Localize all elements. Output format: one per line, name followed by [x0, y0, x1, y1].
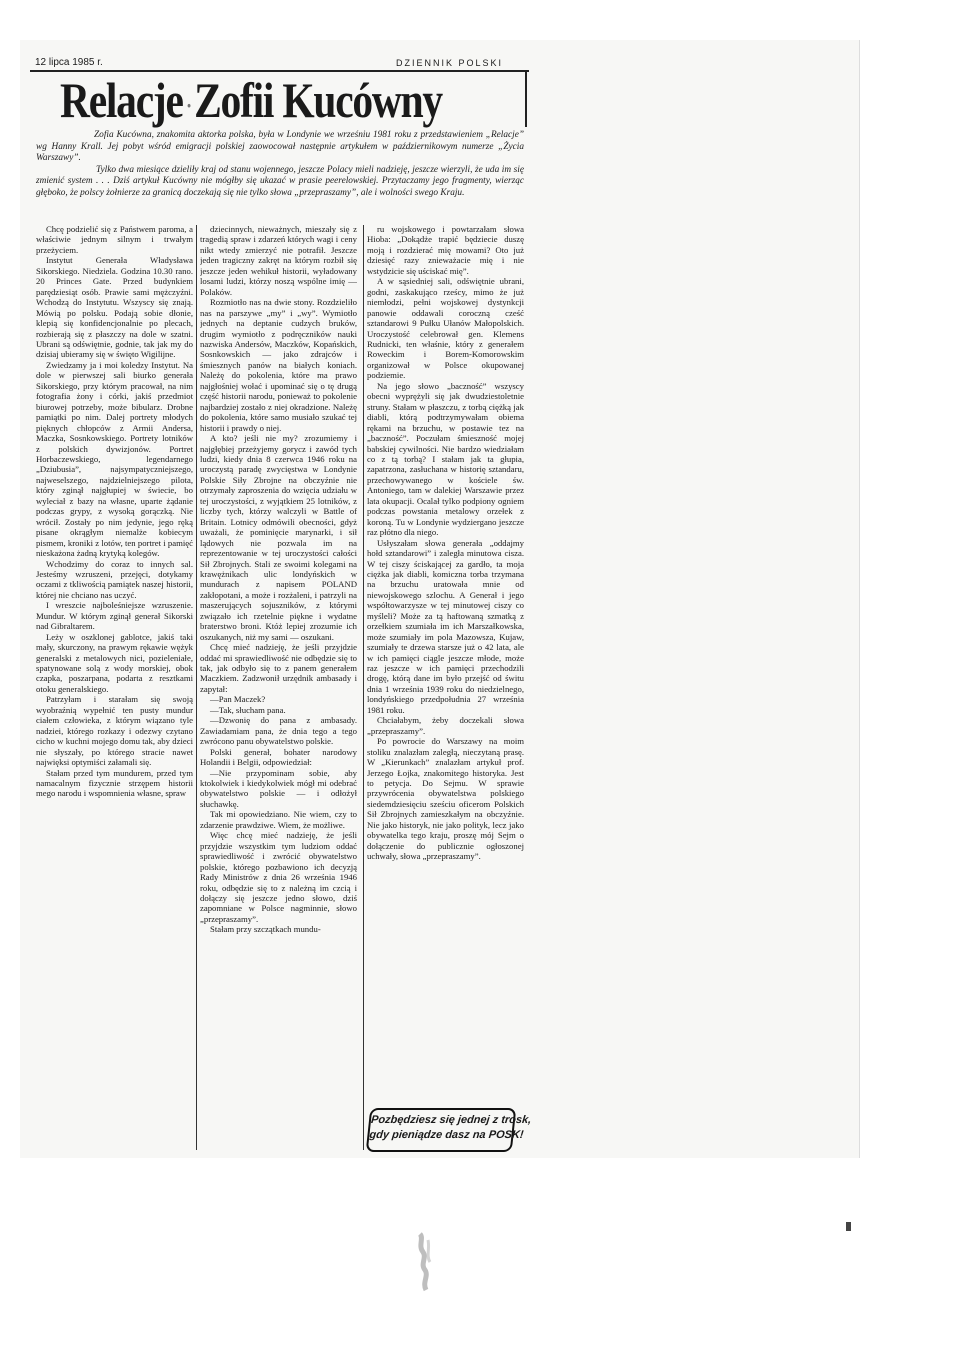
posk-advertisement [366, 1108, 532, 1152]
body-paragraph: Rozmiotło nas na dwie stony. Rozdzieliło nas na parszywe „my” i „wy”. Wymiotło jednych na deptanie cudzych bruków, drugim wymiotło z podręczników nauki nazwiska Andersów, Maczków, Kopańskich, Sosnkowskich — jako zdrajców i śmiesznych panów na białych koniach. Należę do pokolenia, które ma prawo najgłośniej wołać i upominać się o tę drugą część historii narodu, ponieważ to pokolenie najbardziej zostało z niej okradzione. Należę do pokolenia, które samo musiało szukać tej historii i prawdy o niej. [200, 297, 357, 433]
body-paragraph: —Dzwonię do pana z ambasady. Zawiadamiam pana, że dnia tego a tego zwrócono panu obywatelstwo polskie. [200, 715, 357, 747]
issue-date: 12 lipca 1985 r. [35, 57, 103, 68]
body-paragraph: A kto? jeśli nie my? zrozumiemy i najgłębiej przeżyjemy gorycz i zawód tych ludzi, kiedy dnia 8 czerwca 1946 roku na uroczystą paradę zwycięstwa w Londynie Polskie Siły Zbrojne na obczyźnie nie otrzymały zaproszenia do wzięcia udziału w tej uroczystości, z wyjątkiem 25 lotników, z liczby tych, którzy walczyli w Battle of Britain. Lotnicy odmówili obecności, gdyż uważali, że pominięcie marynarki, i sił lądowych nie pozwala im na reprezentowanie w tej uroczystości całości Sił Zbrojnych. Stali ze swoimi kolegami na krawężnikach ulic londyńskich w mundurach z napisem POLAND zakłopotani, a może i rozżaleni, i patrzyli na maszerujących sojuszników, z którymi związało ich rzetelnie piękne i wydatne braterstwo broni. Któż lepiej zrozumie ich oszukanych, niż my sami — oszukani. [200, 433, 357, 642]
ad-line-1: Pozbędziesz się jednej z trosk, [370, 1114, 532, 1126]
column-3 [367, 224, 532, 1152]
body-paragraph: Chcę podzielić się z Państwem paroma, a właściwie jednym silnym i trwałym przeżyciem. [36, 224, 193, 255]
body-paragraph: Leży w oszklonej gablotce, jakiś taki mały, skurczony, na prawym rękawie wężyk generalski z metalowych nici, pozieleniałe, spatynowane solą z wody morskiej, obok czapka, poszarpana, podarta z resztkami otoku generalskiego. [36, 631, 193, 694]
body-paragraph: Tak mi opowiedziano. Nie wiem, czy to zdarzenie prawdziwe. Wiem, że możliwe. [200, 809, 357, 830]
body-paragraph: Usłyszałam słowa generała „oddajmy hołd sztandarowi” i zaległa minutowa cisza. W tej ciszy ściskającej za gardło, ta moja ciężka jak diabli, komiczna torba trzymana na brzuchu uratowała mnie od niewojskowego szlochu. A Generał i jego współtowarzysze w tej minutowej ciszy co myśleli? Może za tą haftowaną szmatką z orzełkiem szumiała im ich Marszałkowska, może szumiały im pola Mazowsza, Kujaw, szumiały te drzewa starsze już o 42 lata, ale w ich pamięci ciągle jeszcze młode, może raz jeszcze w ich pamięci przechodzili drogę, którą dane im było przejść od świtu dnia 1 września 1939 roku do niedzielnego, londyńskiego przedpołudnia 27 września 1981 roku. [367, 537, 524, 715]
body-paragraph: Wchodzimy do coraz to innych sal. Jesteśmy wzruszeni, przejęci, dotykamy oczami z tkliwością pamiątek naszej historii, której nie chciano nas uczyć. [36, 558, 193, 600]
body-paragraph: —Tak, słucham pana. [210, 704, 286, 715]
title-separator: · [185, 92, 191, 118]
title-side-rule [525, 70, 527, 127]
body-paragraph: Stałam przed tym mundurem, przed tym namacalnym fizycznie strzępem historii mego narodu i wspomnienia własne, spraw [36, 767, 193, 799]
article-intro [36, 130, 524, 199]
body-paragraph: —Nie przypominam sobie, aby ktokolwiek i kiedykolwiek mógł mi odebrać obywatelstwo polskie — i odłożył słuchawkę. [200, 767, 357, 809]
body-paragraph: dziecinnych, nieważnych, mieszały się z tragedią spraw i zdarzeń których wagi i ceny nikt wtedy zmierzyć nie potrafił. Jeszcze jeden tragiczny zakręt na którym rozbił się jeszcze jeden wehikuł historii, wyładowany losami ludzi, którzy noszą wspólne imię — Polaków. [200, 224, 357, 297]
body-paragraph: Na jego słowo „baczność” wszyscy obecni wyprężyli się jak dwudziestoletnie struny. Stałam w płaszczu, z torbą ciężką jak diabli, którą podtrzymywałam obiema rękami na brzuchu, w postawie tez na „baczność”. Poczułam śmieszność mojej babskiej cywilności. Nie bardzo wiedziałam co z tą torbą? I stałam jak ta głupia, zapatrzona, zasłuchana w historię sztandaru, przechowywanego w kościele św. Antoniego, tam w dalekiej Warszawie przez lata okupacji. Ocalał tylko podpiony ogniem podczas powstania metalowy orzełek z koroną. Tu w Londynie wydziergano jeszcze raz płótno dla niego. [367, 380, 524, 538]
body-paragraph: Chciałabym, żeby doczekali słowa „przepraszamy”. [367, 715, 524, 736]
body-paragraph: ru wojskowego i powtarzałam słowa Hioba: „Dokądże trapić będziecie duszę moją i rozdzierać mię mowami? Oto już dziesięć razy znieważacie mię i nie wstydzicie się uściskać mię”. [367, 224, 524, 276]
scan-mark [846, 1222, 851, 1231]
body-paragraph: Zwiedzamy ja i moi koledzy Instytut. Na dole w pierwszej sali biurko generała Sikorskiego, przy którym pracował, na nim fotografia żony i córki, jakiś przedmiot biurowej potrzeby, może bibularz. Drobne pamiątki po nim. Dalej portrety młodych pięknych chłopców z Armii Andersa, Maczka, Sosnkowskiego. Portrety lotników z polskich dywizjonów. Portret Horbaczewskiego, legendarnego „Dziubusia”, najsympatyczniejszego, najweselszego, najdzielniejszego pilota, który zginął najgłupiej w świecie, bo wyleciał z bazy na własne, uparte żądanie podczas grypy, z wysoką gorączką. Nie wrócił. Zostały po nim jedynie, jego ręką pisane okrągłym niemalże kobiecym pismem, kroniki z lotów, ten portret i pamięć nieskażona żadną krytyką kolegów. [36, 359, 193, 559]
body-paragraph: Stałam przy szczątkach mundu- [210, 924, 321, 935]
body-paragraph: Więc chcę mieć nadzieję, że jeśli przyjdzie wszystkim tym ludziom oddać sprawiedliwość i zwrócić obywatelstwo polskie, którego pozbawiono ich decyzją Rady Ministrów z dnia 26 września 1946 roku, odbędzie się to z należną im czcią i dołączy się jeszcze jedno słowo, dziś zapomniane w Polsce nagminnie, słowo „przepraszamy”. [200, 830, 357, 924]
newspaper-name: DZIENNIK POLSKI [396, 58, 504, 68]
column-1 [36, 224, 193, 1152]
intro-paragraph: Tylko dwa miesiące dzieliły kraj od stanu wojennego, jeszcze Polacy mieli nadzieję, jeszcze wierzyli, że uda im się zmienić system . . . Dziś artykuł Kucówny nie mógłby się ukazać w prasie peerelowskiej. Przytaczamy jego fragmenty, wierząc głęboko, że polscy żołnierze za granicą doczekają się nie tylko słowa „przepraszamy”, ale i wolności swego Kraju. [36, 164, 524, 198]
article-title [60, 72, 442, 134]
body-paragraph: I wreszcie najboleśniejsze wzruszenie. Mundur. W którym zginął generał Sikorski nad Gibraltarem. [36, 600, 193, 632]
title-part-1: Relacje [60, 72, 183, 128]
body-paragraph: A w sąsiedniej sali, odświętnie ubrani, godni, zaskakująco rześcy, mimo że już niemłodzi, pełni wojskowej dystynkcji panowie oddawali coroczną cześć sztandarowi 9 Pułku Ułanów Małopolskich. Uroczystość celebrował gen. Klemens Rudnicki, ten właśnie, który z generałem Roweckim i Borem-Komorowskim organizował w Polsce okupowanej podziemie. [367, 276, 524, 381]
intro-paragraph: Zofia Kucówna, znakomita aktorka polska, była w Londynie we wrześniu 1981 roku z przedstawieniem „Relacje” wg Hanny Krall. Jej pobyt wśród emigracji polskiej zaowocował następnie artykułem w październikowym numerze „Życia Warszawy”. [36, 130, 524, 163]
body-paragraph: —Pan Maczek? [210, 694, 266, 705]
body-paragraph: Po powrocie do Warszawy na moim stoliku znalazłam zaległą, nieczytaną prasę. W „Kierunkach” znalazłam artykuł prof. Jerzego Łojka, znakomitego historyka. Jest to petycja. Do Sejmu. W sprawie przywrócenia obywatelstwa polskiego siedemdziesięciu sześciu oficerom Polskich Sił Zbrojnych zamieszkałym na obczyźnie. Nie jako historyk, nie jako polityk, lecz jako obywatelka tego kraju, proszę mój Sejm o dołączenie do publicznie ogłoszonej uchwały, słowa „przepraszamy”. [367, 736, 524, 862]
column-2 [200, 224, 357, 1152]
body-paragraph: Patrzyłam i starałam się swoją wyobraźnią wypełnić ten pusty mundur ciałem człowieka, z którym wiązano tyle nadziei, którego rozkazy i odezwy czytano cicho w kuchni mojego domu tak, aby dzieci nie słyszały, po którego stracie nawet najwięksi optymiści załamali się. [36, 694, 193, 768]
body-paragraph: Polski generał, bohater narodowy Holandii i Belgii, odpowiedział: [200, 746, 357, 768]
body-paragraph: Instytut Generała Władysława Sikorskiego. Niedziela. Godzina 10.30 rano. 20 Princes Gate. Przed budynkiem parędziesiąt osób. Prawie sami mężczyźni. Wchodzą do Instytutu. Wszyscy się znają. Mówią po polsku. Podają sobie dłonie, klepią się konfidencjonalnie po plecach, rozbierają się z płaszczy na dole w szatni. Ubrani są odświętnie, godnie, tak jak my do dzisiaj ubieramy się w święto Wigilijne. [36, 255, 193, 360]
body-paragraph: Chcę mieć nadzieję, że jeśli przyjdzie oddać mi sprawiedliwość nie odbędzie się to tak, jak odbyło się to z panem generałem Maczkiem. Zadzwonił urzędnik ambasady i zapytał: [200, 642, 357, 694]
ink-smudge [414, 1232, 436, 1292]
title-part-2: Zofii Kucówny [194, 72, 442, 128]
article-body [36, 224, 532, 1152]
ad-line-2: gdy pieniądze dasz na POSK! [368, 1129, 525, 1141]
